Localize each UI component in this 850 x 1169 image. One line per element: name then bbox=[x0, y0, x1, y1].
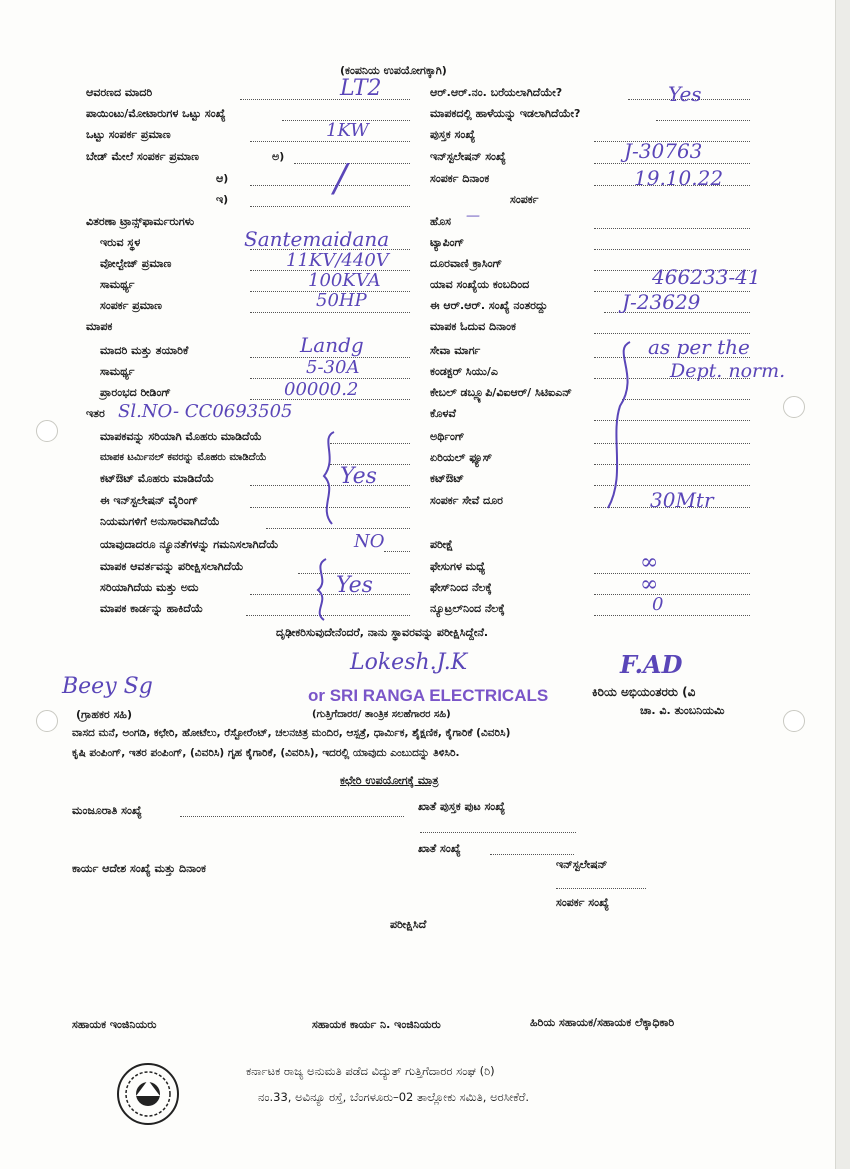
hw-serial-no: Sl.NO- CC0693505 bbox=[118, 401, 293, 422]
label-board: ಮಾಪಕದಲ್ಲಿ ಹಾಳೆಯನ್ನು ಇಡಲಾಗಿದೆಯೇ? bbox=[430, 107, 581, 120]
field-line bbox=[250, 206, 410, 207]
label-correct: ಸರಿಯಾಗಿದೆಯ ಮತ್ತು ಅದು bbox=[100, 581, 199, 594]
label-after-rr: ಈ ಆರ್.ಆರ್. ಸಂಖ್ಯೆ ನಂತರದ್ದು bbox=[430, 299, 548, 312]
hw-dash: — bbox=[466, 208, 480, 224]
field-line bbox=[294, 163, 410, 164]
usage-types-line2: ಕೃಷಿ ಪಂಪಿಂಗ್, ಇತರ ಪಂಪಿಂಗ್, (ವಿವರಿಸಿ) ಗೃಹ ಕೈಗಾರಿಕೆ, (ವಿವರಿಸಿ), ಇದರಲ್ಲಿ ಯಾವುದು ಎಂಬುದನ್ನು ತಿಳಿಸಿರಿ. bbox=[72, 747, 460, 759]
label-test: ಪರೀಕ್ಷೆ bbox=[430, 538, 454, 551]
field-line bbox=[594, 249, 750, 250]
hw-meter-capacity: 5-30A bbox=[306, 357, 360, 378]
field-line bbox=[240, 99, 410, 100]
label-meter: ಮಾಪಕ bbox=[86, 320, 113, 333]
hw-rr-written: Yes bbox=[668, 82, 702, 106]
field-line bbox=[594, 163, 750, 164]
punch-hole bbox=[36, 420, 58, 442]
field-line bbox=[384, 551, 410, 552]
declaration: ದೃಢೀಕರಿಸುವುದೇನೆಂದರೆ, ನಾನು ಸ್ಥಾವರವನ್ನು ಪರೀಕ್ಷಿಸಿದ್ದೇನೆ. bbox=[276, 626, 489, 639]
customer-sign-label: (ಗ್ರಾಹಕರ ಸಹಿ) bbox=[76, 708, 132, 721]
label-points: ಪಾಯಿಂಟು/ಮೋಟಾರುಗಳ ಒಟ್ಟು ಸಂಖ್ಯೆ bbox=[86, 107, 226, 120]
hw-conn-date: 19.10.22 bbox=[634, 166, 724, 190]
label-conductor: ಕಂಡಕ್ಟರ್ ಸಿಯು/ಎ bbox=[430, 365, 498, 378]
field-line bbox=[180, 816, 404, 817]
engineer-signature: F.AD bbox=[620, 650, 683, 679]
hw-phase-2: ∞ bbox=[640, 572, 659, 597]
label-terminal-cover: ಮಾಪಕ ಟರ್ಮಿನಲ್ ಕವರನ್ನು ಮೊಹರು ಮಾಡಿದೆಯೆ bbox=[100, 452, 267, 463]
label-capacity: ಸಾಮರ್ಥ್ಯ bbox=[100, 278, 135, 291]
label-account-no: ಖಾತೆ ಸಂಖ್ಯೆ bbox=[418, 842, 461, 855]
field-line bbox=[594, 615, 750, 616]
label-tapping: ಟ್ಯಾಪಿಂಗ್ bbox=[430, 236, 465, 249]
label-service-distance: ಸಂಪರ್ಕ ಸೇವೆ ದೂರ bbox=[430, 494, 503, 507]
office-use-heading: ಕಛೇರಿ ಉಪಯೋಗಕ್ಕೆ ಮಾತ್ರ bbox=[340, 774, 439, 787]
label-total-load: ಒಟ್ಟು ಸಂಪರ್ಕ ಪ್ರಮಾಣ bbox=[86, 128, 171, 141]
label-cable: ಕೇಬಲ್ ಡಬ್ಲ್ಯೂಪಿ/ವಿಐಆರ್/ ಸಿಟಿಐಎನ್ bbox=[430, 386, 572, 399]
hw-defects: NO bbox=[354, 531, 385, 552]
label-billing-load: ಬೇಡ್ ಮೇಲೆ ಸಂಪರ್ಕ ಪ್ರಮಾಣ bbox=[86, 150, 199, 163]
hw-location: Santemaidana bbox=[244, 227, 390, 251]
label-conn-date: ಸಂಪರ್ಕ ದಿನಾಂಕ bbox=[430, 172, 490, 185]
label-card: ಮಾಪಕ ಕಾರ್ಡನ್ನು ಹಾಕಿದೆಯೆ bbox=[100, 602, 204, 615]
label-defects: ಯಾವುದಾದರೂ ನ್ಯೂನತೆಗಳನ್ನು ಗಮನಿಸಲಾಗಿದೆಯೆ bbox=[100, 538, 279, 551]
label-wiring: ಈ ಇನ್‌ಸ್ಟಲೇಷನ್ ವೈರಿಂಗ್ bbox=[100, 494, 199, 507]
field-line bbox=[250, 312, 410, 313]
label-inst-no: ಇನ್‌ಸ್ಟಲೇಷನ್ ಸಂಖ್ಯೆ bbox=[430, 150, 506, 163]
hw-yes-1: Yes bbox=[340, 464, 377, 489]
label-premises-type: ಆವರಣದ ಮಾದರಿ bbox=[86, 86, 153, 99]
usage-types-line1: ವಾಸದ ಮನೆ, ಅಂಗಡಿ, ಕಛೇರಿ, ಹೋಟೆಲು, ರೆಸ್ಟೋರೆಂಟ್, ಚಲನಚಿತ್ರ ಮಂದಿರ, ಆಸ್ಪತ್ರೆ, ಧಾರ್ಮಿಕ, ಶೈಕ್ಷಣಿಕ, ಕೈಗಾರಿಕೆ (ವಿವರಿಸಿ) bbox=[72, 727, 511, 739]
label-ledger-page: ಖಾತೆ ಪುಸ್ತಕ ಪುಟ ಸಂಖ್ಯೆ bbox=[418, 800, 506, 813]
label-cutout: ಕಟ್‌ಔಟ್ bbox=[430, 472, 464, 485]
hw-voltage: 11KV/440V bbox=[286, 250, 389, 271]
hw-capacity: 100KVA bbox=[308, 270, 381, 291]
label-rules: ನಿಯಮಗಳಿಗೆ ಅನುಸಾರವಾಗಿದೆಯೆ bbox=[100, 515, 220, 528]
label-crossing: ದೂರವಾಣಿ ಕ್ರಾಸಿಂಗ್ bbox=[430, 257, 503, 270]
field-line bbox=[266, 528, 410, 529]
punch-hole bbox=[783, 396, 805, 418]
engineer-sub-label: ಚಾ. ವಿ. ತುಂಬನಿಯಮಿ bbox=[640, 704, 725, 717]
field-line bbox=[490, 854, 574, 855]
label-fuse: ಏರಿಯಲ್ ಫ್ಯೂಸ್ bbox=[430, 451, 492, 464]
label-meter-check: ಮಾಪಕ ಆವರ್ತವನ್ನು ಪರೀಕ್ಷಿಸಲಾಗಿದೆಯೆ bbox=[100, 560, 244, 573]
field-line bbox=[594, 594, 750, 595]
label-transformer: ವಿತರಣಾ ಟ್ರಾನ್ಸ್‌ಫಾರ್ಮರುಗಳು bbox=[86, 215, 195, 228]
label-a: ಅ) bbox=[272, 150, 285, 163]
hw-pole-no: 466233-41 bbox=[652, 265, 761, 289]
association-logo bbox=[116, 1062, 180, 1126]
label-checked: ಪರೀಕ್ಷಿಸಿದೆ bbox=[390, 918, 427, 931]
label-others: ಇತರ bbox=[86, 407, 105, 420]
brace-scribble bbox=[310, 556, 340, 622]
label-between-phases: ಫೇಸುಗಳ ಮಧ್ಯೆ bbox=[430, 560, 486, 573]
label-i: ಇ) bbox=[216, 193, 229, 206]
hw-neutral: 0 bbox=[652, 594, 664, 615]
hw-make: Landg bbox=[300, 333, 364, 357]
field-line bbox=[250, 141, 410, 142]
hw-route-line1: as per the bbox=[648, 335, 750, 359]
hw-distance: 30Mtr bbox=[650, 488, 714, 512]
hw-initial-reading: 00000.2 bbox=[284, 379, 359, 400]
punch-hole bbox=[36, 710, 58, 732]
field-line bbox=[420, 832, 576, 833]
label-connection: ಸಂಪರ್ಕ bbox=[510, 193, 539, 206]
label-neutral-earth: ನ್ಯೂಟ್ರಲ್‌ನಿಂದ ನೆಲಕ್ಕೆ bbox=[430, 602, 505, 615]
contractor-sign-label: (ಗುತ್ತಿಗೆದಾರರ/ ತಾಂತ್ರಿಕ ಸಲಹೆಗಾರರ ಸಹಿ) bbox=[312, 709, 451, 720]
hw-conn-load: 50HP bbox=[316, 290, 367, 311]
brace-scribble bbox=[316, 428, 346, 528]
label-asst-exec-engineer: ಸಹಾಯಕ ಕಾರ್ಯ ನಿ. ಇಂಜಿನಿಯರು bbox=[312, 1018, 441, 1031]
label-pipe: ಕೊಳವೆ bbox=[430, 407, 456, 420]
label-from-pole: ಯಾವ ಸಂಖ್ಯೆಯ ಕಂಬದಿಂದ bbox=[430, 278, 530, 291]
field-line bbox=[250, 185, 410, 186]
label-conn-load: ಸಂಪರ್ಕ ಪ್ರಮಾಣ bbox=[100, 299, 162, 312]
field-line bbox=[656, 120, 750, 121]
hw-total-load: 1KW bbox=[326, 120, 369, 141]
label-initial-reading: ಪ್ರಾರಂಭದ ರೀಡಿಂಗ್ bbox=[100, 386, 171, 399]
hw-yes-2: Yes bbox=[336, 573, 373, 598]
hw-route-line2: Dept. norm. bbox=[670, 360, 786, 382]
label-reading-date: ಮಾಪಕ ಓದುವ ದಿನಾಂಕ bbox=[430, 320, 516, 333]
label-installation: ಇನ್‌ಸ್ಟಲೇಷನ್ bbox=[556, 858, 608, 871]
label-sanction-no: ಮಂಜೂರಾತಿ ಸಂಖ್ಯೆ bbox=[72, 804, 142, 817]
page-edge bbox=[835, 0, 850, 1169]
hw-inst-no: J-30763 bbox=[624, 139, 703, 163]
field-line bbox=[594, 333, 750, 334]
label-book-no: ಪುಸ್ತಕ ಸಂಖ್ಯೆ bbox=[430, 128, 476, 141]
hw-phase-1: ∞ bbox=[640, 550, 659, 575]
label-accounts-officer: ಹಿರಿಯ ಸಹಾಯಕ/ಸಹಾಯಕ ಲೆಕ್ಕಾಧಿಕಾರಿ bbox=[530, 1016, 675, 1029]
footer-association: ಕರ್ನಾಟಕ ರಾಜ್ಯ ಅನುಮತಿ ಪಡೆದ ವಿದ್ಯುತ್ ಗುತ್ತಿಗೆದಾರರ ಸಂಘ (ರಿ) bbox=[246, 1064, 495, 1078]
hw-slash: / bbox=[334, 156, 347, 200]
label-make: ಮಾದರಿ ಮತ್ತು ತಯಾರಿಕೆ bbox=[100, 344, 189, 357]
label-location: ಇರುವ ಸ್ಥಳ bbox=[100, 236, 141, 249]
hw-premises: LT2 bbox=[340, 76, 382, 101]
label-earthing: ಅರ್ಥಿಂಗ್ bbox=[430, 430, 465, 443]
form-header: (ಕಂಪನಿಯ ಉಪಯೋಗಕ್ಕಾಗಿ) bbox=[340, 64, 447, 77]
customer-signature: Beey Sg bbox=[62, 674, 153, 699]
contractor-signature: Lokesh.J.K bbox=[350, 650, 468, 675]
label-phase-earth: ಫೇಸ್‌ನಿಂದ ನೆಲಕ್ಕೆ bbox=[430, 581, 492, 594]
label-work-order: ಕಾರ್ಯ ಆದೇಶ ಸಂಖ್ಯೆ ಮತ್ತು ದಿನಾಂಕ bbox=[72, 862, 206, 875]
contractor-stamp: or SRI RANGA ELECTRICALS bbox=[308, 686, 549, 705]
label-service-route: ಸೇವಾ ಮಾರ್ಗ bbox=[430, 344, 481, 357]
label-cutout-sealed: ಕಟ್‌ಔಟ್ ಮೊಹರು ಮಾಡಿದೆಯೆ bbox=[100, 472, 215, 485]
field-line bbox=[594, 573, 750, 574]
label-new: ಹೊಸ bbox=[430, 215, 451, 228]
footer-address: ನಂ.33, ಅವಿನ್ಯೂ ರಸ್ತೆ, ಬೆಂಗಳೂರು–02 ತಾಲ್ಲೋಕು ಸಮಿತಿ, ಅರಸೀಕೆರೆ. bbox=[258, 1090, 529, 1104]
label-voltage: ವೋಲ್ಟೇಜ್ ಪ್ರಮಾಣ bbox=[100, 257, 172, 270]
punch-hole bbox=[783, 710, 805, 732]
field-line bbox=[594, 228, 750, 229]
label-connection-no: ಸಂಪರ್ಕ ಸಂಖ್ಯೆ bbox=[556, 896, 609, 909]
label-asst-engineer: ಸಹಾಯಕ ಇಂಜಿನಿಯರು bbox=[72, 1018, 157, 1031]
hw-after-rr: J-23629 bbox=[622, 290, 701, 314]
field-line bbox=[556, 888, 646, 889]
label-sealed: ಮಾಪಕವನ್ನು ಸರಿಯಾಗಿ ಮೊಹರು ಮಾಡಿದೆಯೆ bbox=[100, 430, 262, 443]
engineer-sign-label: ಕಿರಿಯ ಅಭಿಯಂತರರು (ವಿ bbox=[592, 685, 696, 699]
label-meter-capacity: ಸಾಮರ್ಥ್ಯ bbox=[100, 365, 135, 378]
label-aa: ಆ) bbox=[216, 172, 229, 185]
label-rr-written: ಆರ್.ಆರ್.ನಂ. ಬರೆಯಲಾಗಿದೆಯೇ? bbox=[430, 86, 563, 99]
brace-scribble bbox=[600, 336, 644, 512]
